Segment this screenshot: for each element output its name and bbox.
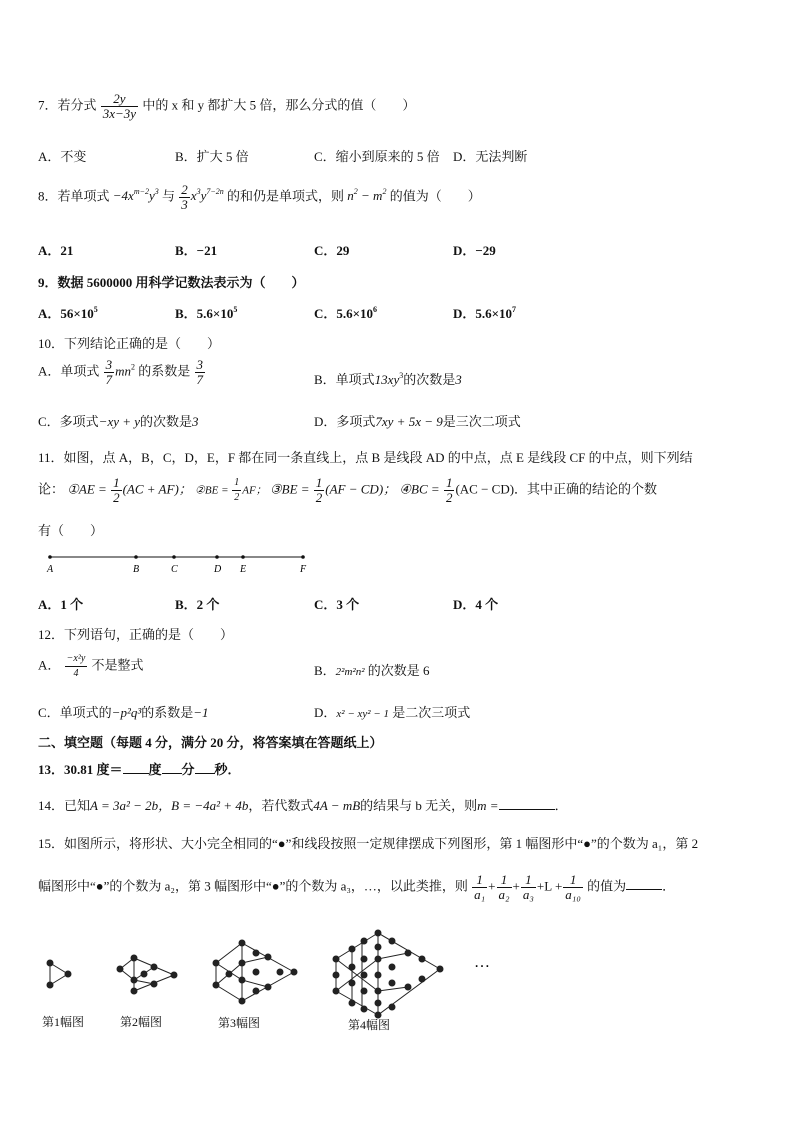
point-c-label: C	[171, 564, 178, 574]
q12-option-b: B．2²m²n² 的次数是 6	[314, 663, 430, 678]
q10-option-b: B．单项式$13xy^3$的次数是3	[314, 371, 462, 387]
q8-number: 8．若单项式	[38, 188, 110, 204]
q11-stem-line2: 论： ①AE = $\frac{1}{2}$ (AC + AF)； ②BE = $\frac{1}{2}$ AF； ③BE = $\frac{1}{2}$ (AF − CD)； ④BC = $\frac{1}{2}$ (AC − CD)．其中正确的结论的个数	[38, 475, 658, 505]
q11-option-a: A．1 个	[38, 597, 84, 612]
q11-line-figure	[40, 550, 320, 574]
q8-term2: $x^3y^{7-2n}$	[190, 187, 224, 204]
q11-stem-line1: 11．如图，点 A，B，C，D，E，F 都在同一条直线上，点 B 是线段 AD 的中点，点 E 是线段 CF 的中点，则下列结	[38, 450, 693, 465]
q15-stem-line2: 幅图形中“●”的个数为 a₂，第 3 幅图形中“●”的个数为 a₃，…，以此类推，则 $\frac{1}{\text{a₁}}$ + $\frac{1}{\text{a₂}}$ + $\frac{1}{\text{a₃}}$ +L + $\frac{1}{\text{a₁₀}}$ 的值为 ．	[38, 872, 676, 902]
q10-option-c: C．多项式−xy + y的次数是3	[38, 414, 199, 429]
q7-number: 7．若分式	[38, 97, 97, 113]
q12-stem: 12．下列语句，正确的是（ ）	[38, 627, 234, 642]
figure-1	[47, 960, 71, 988]
q8-mid: 与	[162, 188, 176, 204]
q9-option-c: C．$5.6\times 10^6$	[314, 305, 378, 321]
point-d-dot	[215, 555, 219, 559]
figure-2-caption: 第2幅图	[120, 1015, 163, 1029]
q9-option-a: A．$56\times 10^5$	[38, 305, 98, 321]
q11-option-d: D．4 个	[453, 597, 499, 612]
point-a-label: A	[47, 564, 54, 574]
figure-4	[333, 930, 443, 1018]
point-c-dot	[172, 555, 176, 559]
point-a-dot	[48, 555, 52, 559]
q12-option-a: A． $\frac{\text{−x²y}}{4}$ 不是整式	[38, 653, 144, 679]
figure-3	[213, 940, 297, 1004]
q7-option-a: A．不变	[38, 149, 87, 164]
q10-stem: 10．下列结论正确的是（ ）	[38, 336, 221, 351]
section-2-header: 二、填空题（每题 4 分，满分 20 分，将答案填在答题纸上）	[38, 735, 383, 750]
figure-3-caption: 第3幅图	[218, 1016, 261, 1030]
q15-pattern-figures	[36, 925, 516, 1035]
q7-frac-denominator: 3x−3y	[102, 106, 137, 121]
q10-option-d: D．多项式7xy + 5x − 9是三次二项式	[314, 414, 521, 429]
q9-option-b: B．$5.6\times 10^5$	[175, 305, 238, 321]
q11-stem-line3: 有（ ）	[38, 523, 104, 538]
q9-option-d: D．$5.6\times 10^7$	[453, 305, 517, 321]
q13-stem: 13．30.81 度＝ 度 分 秒．	[38, 762, 241, 777]
point-e-label: E	[240, 564, 247, 574]
q7-option-c: C．缩小到原来的 5 倍	[314, 149, 440, 164]
q15-stem-line1: 15．如图所示，将形状、大小完全相同的“●”和线段按照一定规律摆成下列图形，第 1 幅图形中“●”的个数为 a₁，第 2	[38, 836, 699, 851]
figure-1-caption: 第1幅图	[42, 1015, 85, 1029]
q8-option-b: B．−21	[175, 243, 218, 258]
q8-stem	[38, 183, 481, 212]
figure-2	[117, 955, 177, 994]
q13-blank-sec	[195, 773, 215, 774]
q7-option-b: B．扩大 5 倍	[175, 149, 249, 164]
point-f-dot	[301, 555, 305, 559]
q11-option-c: C．3 个	[314, 597, 360, 612]
q12-option-c: C．单项式的−p²q³的系数是−1	[38, 705, 209, 720]
q8-tail2: 的值为（ ）	[389, 188, 481, 204]
q8-expression: $n^2 - m^2$	[347, 187, 387, 204]
q13-blank-deg	[123, 773, 149, 774]
q8-term1: $-4x^{m-2}y^3$	[112, 187, 159, 204]
q8-option-a: A．21	[38, 243, 74, 258]
q15-blank	[626, 889, 662, 890]
q8-tail1: 的和仍是单项式，则	[227, 188, 345, 204]
figure-4-caption: 第4幅图	[348, 1018, 391, 1032]
q10-option-a: A．单项式 $\frac{3}{7}$ $mn^2$ 的系数是 $\frac{3}{7}$	[38, 357, 204, 387]
point-f-label: F	[300, 564, 307, 574]
continuation-dots: …	[474, 954, 490, 971]
q7-fraction	[101, 92, 138, 121]
q7-option-d: D．无法判断	[453, 149, 528, 164]
q7-stem	[38, 92, 415, 121]
q8-option-c: C．29	[314, 243, 350, 258]
q12-option-d: D．x² − xy² − 1 是二次三项式	[314, 705, 471, 720]
point-b-label: B	[133, 564, 140, 574]
q8-option-d: D．−29	[453, 243, 496, 258]
q7-frac-numerator: 2y	[101, 92, 138, 107]
point-d-label: D	[214, 564, 222, 574]
q9-stem: 9．数据 5600000 用科学记数法表示为（ ）	[38, 275, 305, 290]
q13-blank-min	[162, 773, 182, 774]
point-b-dot	[134, 555, 138, 559]
q8-fraction: $\frac{2}{3}$	[181, 182, 188, 212]
q11-option-b: B．2 个	[175, 597, 220, 612]
q7-tail: 中的 x 和 y 都扩大 5 倍，那么分式的值（ ）	[142, 97, 416, 113]
point-e-dot	[241, 555, 245, 559]
q14-stem: 14．已知A = 3a² − 2b，B = −4a² + 4b，若代数式4A − mB的结果与 b 无关，则m = ．	[38, 798, 568, 813]
q14-blank	[499, 809, 555, 810]
